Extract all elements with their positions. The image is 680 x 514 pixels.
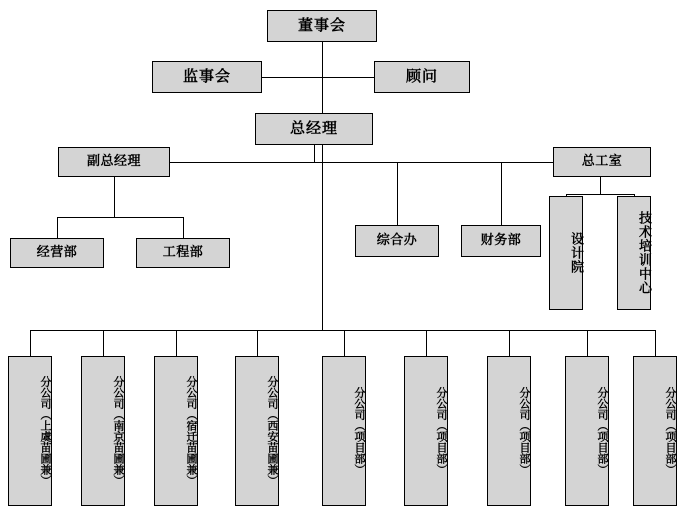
node-finance: 财务部 [461,225,541,257]
connector-branch-4-stem [257,330,258,356]
node-board: 董事会 [267,10,377,42]
connector-branch-6-stem [426,330,427,356]
node-design_inst: 设计院 [549,196,583,310]
node-business: 经营部 [10,238,104,268]
connector-branch-8-stem [587,330,588,356]
connector-branch-7-stem [509,330,510,356]
connector-branch-trunk [322,145,323,330]
node-supervisors: 监事会 [152,61,262,93]
node-branch_8: 分公司（项目部） [565,356,609,506]
node-gm: 总经理 [255,113,373,145]
connector-branch-3-stem [176,330,177,356]
node-branch_5: 分公司（项目部） [322,356,366,506]
node-branch_6: 分公司（项目部） [404,356,448,506]
node-engineering: 工程部 [136,238,230,268]
connector-deputy-stem [114,177,115,217]
node-training_ctr: 技术培训中心 [617,196,651,310]
connector-general-off-stem [397,162,398,225]
connector-business-stem [57,217,58,238]
node-branch_3: 分公司（宿迁苗圃兼） [154,356,198,506]
connector-branch-2-stem [103,330,104,356]
node-deputy_gm: 副总经理 [58,147,170,177]
connector-deputy-bar [57,217,183,218]
node-branch_1: 分公司（上虞苗圃兼） [8,356,52,506]
node-branch_7: 分公司（项目部） [487,356,531,506]
connector-branch-bar [30,330,655,331]
connector-finance-stem [501,162,502,225]
connector-branch-9-stem [655,330,656,356]
node-branch_2: 分公司（南京苗圃兼） [81,356,125,506]
connector-gm-to-level-bar [314,145,315,162]
node-branch_4: 分公司（西安苗圃兼） [235,356,279,506]
connector-supervisors-advisor-bar [262,77,374,78]
node-advisor: 顾问 [374,61,470,93]
node-branch_9: 分公司（项目部） [633,356,677,506]
connector-chief-stem [600,177,601,194]
node-chief_eng: 总工室 [553,147,651,177]
connector-chief-bar [566,194,634,195]
connector-branch-1-stem [30,330,31,356]
node-general_off: 综合办 [355,225,439,257]
connector-engineering-stem [183,217,184,238]
connector-branch-5-stem [344,330,345,356]
